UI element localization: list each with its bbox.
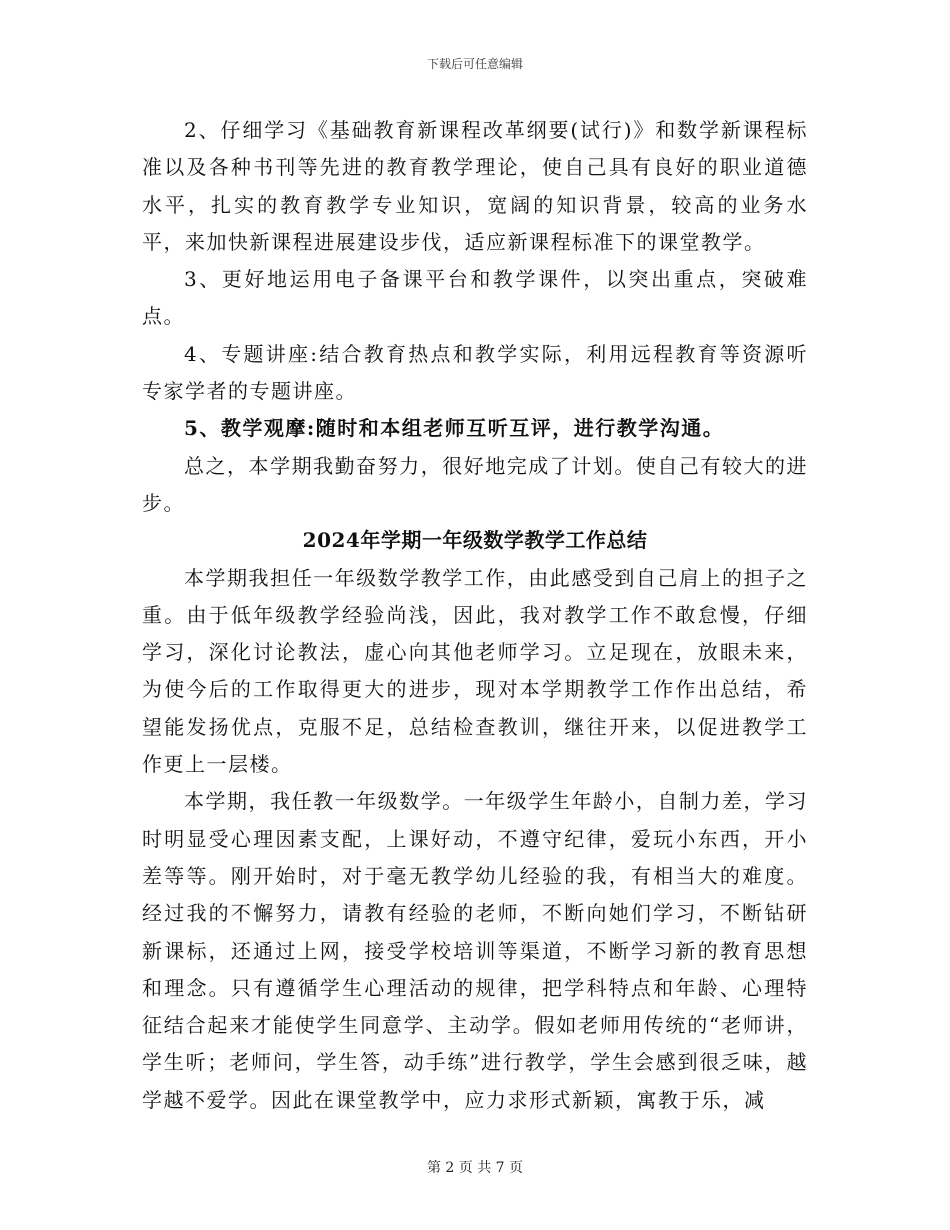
paragraph-conclusion: 总之，本学期我勤奋努力，很好地完成了计划。使自己有较大的进步。	[142, 453, 808, 515]
paragraph-item-5: 5、教学观摩:随时和本组老师互听互评，进行教学沟通。	[184, 416, 725, 441]
page-number: 第 2 页 共 7 页	[426, 1160, 524, 1176]
paragraph-intro: 本学期我担任一年级数学教学工作，由此感受到自己肩上的担子之重。由于低年级教学经验尚浅，因此，我对教学工作不敢怠慢，仔细学习，深化讨论教法，虚心向其他老师学习。立足现在，放眼未来，为使今后的工作取得更大的进步，现对本学期教学工作作出总结，希望能发扬优点，克服不足，总结检查教训，继往开来，以促进教学工作更上一层楼。	[142, 565, 808, 777]
document-body	[142, 112, 808, 1119]
section-title: 2024年学期一年级数学教学工作总结	[302, 528, 648, 553]
paragraph-item-3: 3、更好地运用电子备课平台和教学课件，以突出重点，突破难点。	[142, 267, 808, 329]
paragraph-body: 本学期，我任教一年级数学。一年级学生年龄小，自制力差，学习时明显受心理因素支配，上课好动，不遵守纪律，爱玩小东西，开小差等等。刚开始时，对于毫无教学幼儿经验的我，有相当大的难度。经过我的不懈努力，请教有经验的老师，不断向她们学习，不断钻研新课标，还通过上网，接受学校培训等渠道，不断学习新的教育思想和理念。只有遵循学生心理活动的规律，把学科特点和年龄、心理特征结合起来才能使学生同意学、主动学。假如老师用传统的“老师讲，学生听；老师问，学生答，动手练”进行教学，学生会感到很乏味，越学越不爱学。因此在课堂教学中，应力求形式新颖，寓教于乐，减	[142, 789, 808, 1112]
page-header-note: 下载后可任意编辑	[426, 57, 523, 71]
paragraph-item-2: 2、仔细学习《基础教育新课程改革纲要(试行)》和数学新课程标准以及各种书刊等先进的教育教学理论，使自己具有良好的职业道德水平，扎实的教育教学专业知识，宽阔的知识背景，较高的业务水平，来加快新课程进展建设步伐，适应新课程标准下的课堂教学。	[142, 118, 808, 254]
paragraph-item-4: 4、专题讲座:结合教育热点和教学实际，利用远程教育等资源听专家学者的专题讲座。	[142, 341, 808, 404]
